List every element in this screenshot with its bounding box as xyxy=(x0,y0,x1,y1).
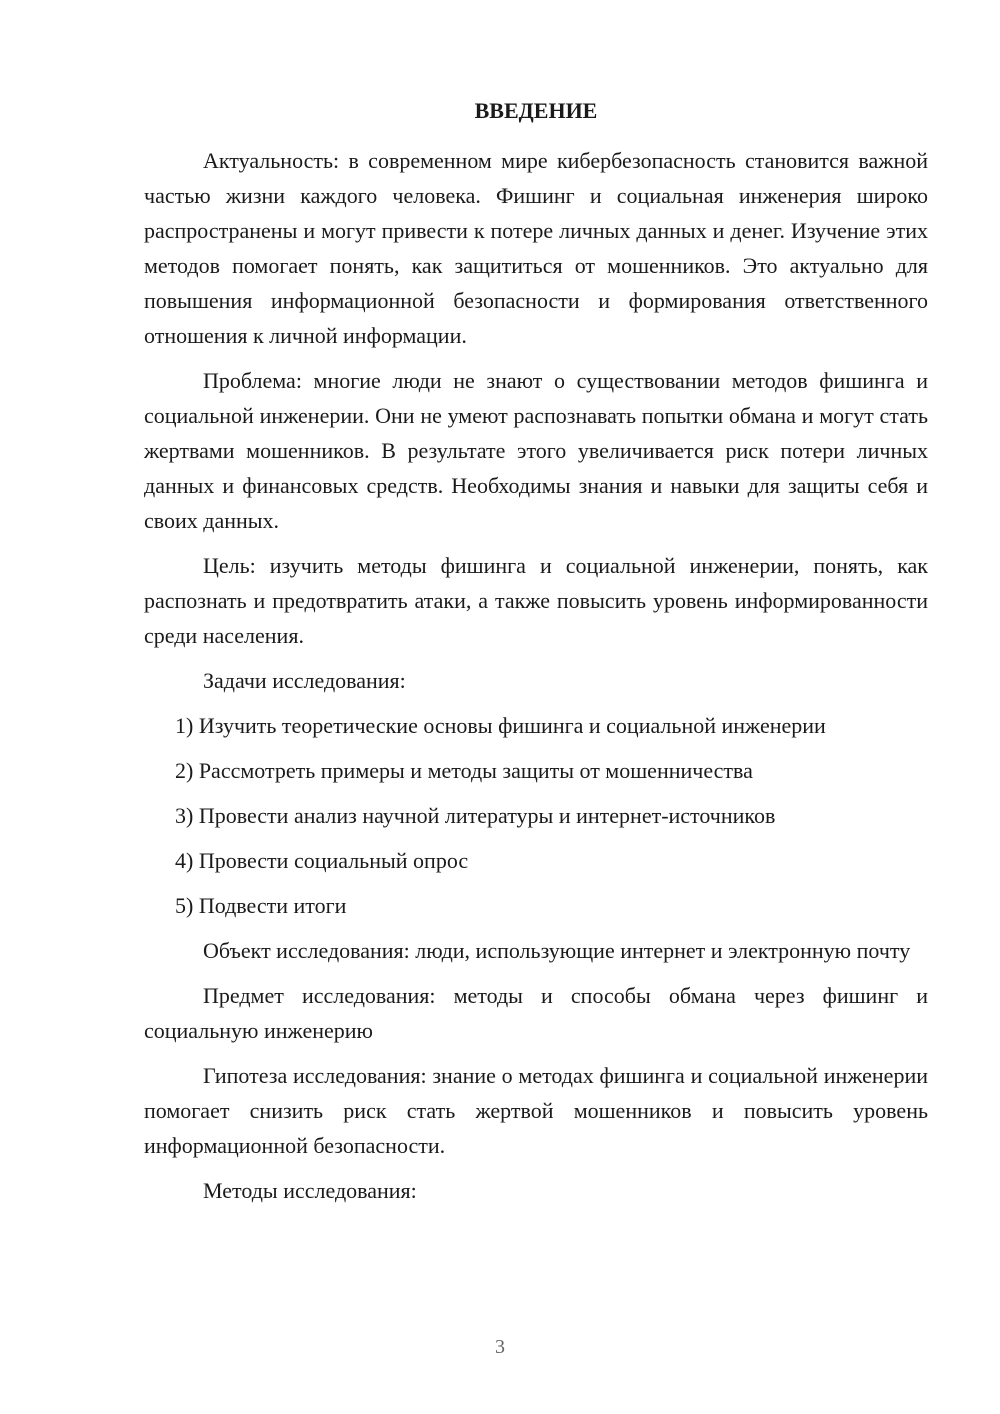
hypothesis-paragraph: Гипотеза исследования: знание о методах фишинга и социальной инженерии помогает снизить риск стать жертвой мошенников и повысить уровень информационной безопасности. xyxy=(144,1063,928,1158)
object-paragraph: Объект исследования: люди, использующие интернет и электронную почту xyxy=(203,938,911,963)
relevance-paragraph: Актуальность: в современном мире кибербезопасность становится важной частью жизни каждого человека. Фишинг и социальная инженерия широко распространены и могут привести к потере личных данных и денег. Изучение этих методов помогает понять, как защититься от мошенников. Это актуально для повышения информационной безопасности и формирования ответственного отношения к личной информации. xyxy=(144,148,928,348)
task-item: 4) Провести социальный опрос xyxy=(175,848,469,873)
subject-paragraph: Предмет исследования: методы и способы обмана через фишинг и социальную инженерию xyxy=(144,983,928,1043)
task-item: 2) Рассмотреть примеры и методы защиты от мошенничества xyxy=(175,758,753,783)
page-number: 3 xyxy=(495,1336,505,1358)
section-title: ВВЕДЕНИЕ xyxy=(474,98,598,123)
methods-heading: Методы исследования: xyxy=(203,1178,417,1203)
tasks-heading: Задачи исследования: xyxy=(203,668,406,693)
task-item: 1) Изучить теоретические основы фишинга и социальной инженерии xyxy=(175,713,826,738)
document-body xyxy=(144,143,928,1208)
goal-paragraph: Цель: изучить методы фишинга и социальной инженерии, понять, как распознать и предотвратить атаки, а также повысить уровень информированности среди населения. xyxy=(144,553,928,648)
task-item: 5) Подвести итоги xyxy=(175,893,347,918)
tasks-list xyxy=(144,708,928,923)
problem-paragraph: Проблема: многие люди не знают о существовании методов фишинга и социальной инженерии. Они не умеют распознавать попытки обмана и могут стать жертвами мошенников. В результате этого увеличивается риск потери личных данных и финансовых средств. Необходимы знания и навыки для защиты себя и своих данных. xyxy=(144,368,928,533)
task-item: 3) Провести анализ научной литературы и интернет-источников xyxy=(175,803,776,828)
